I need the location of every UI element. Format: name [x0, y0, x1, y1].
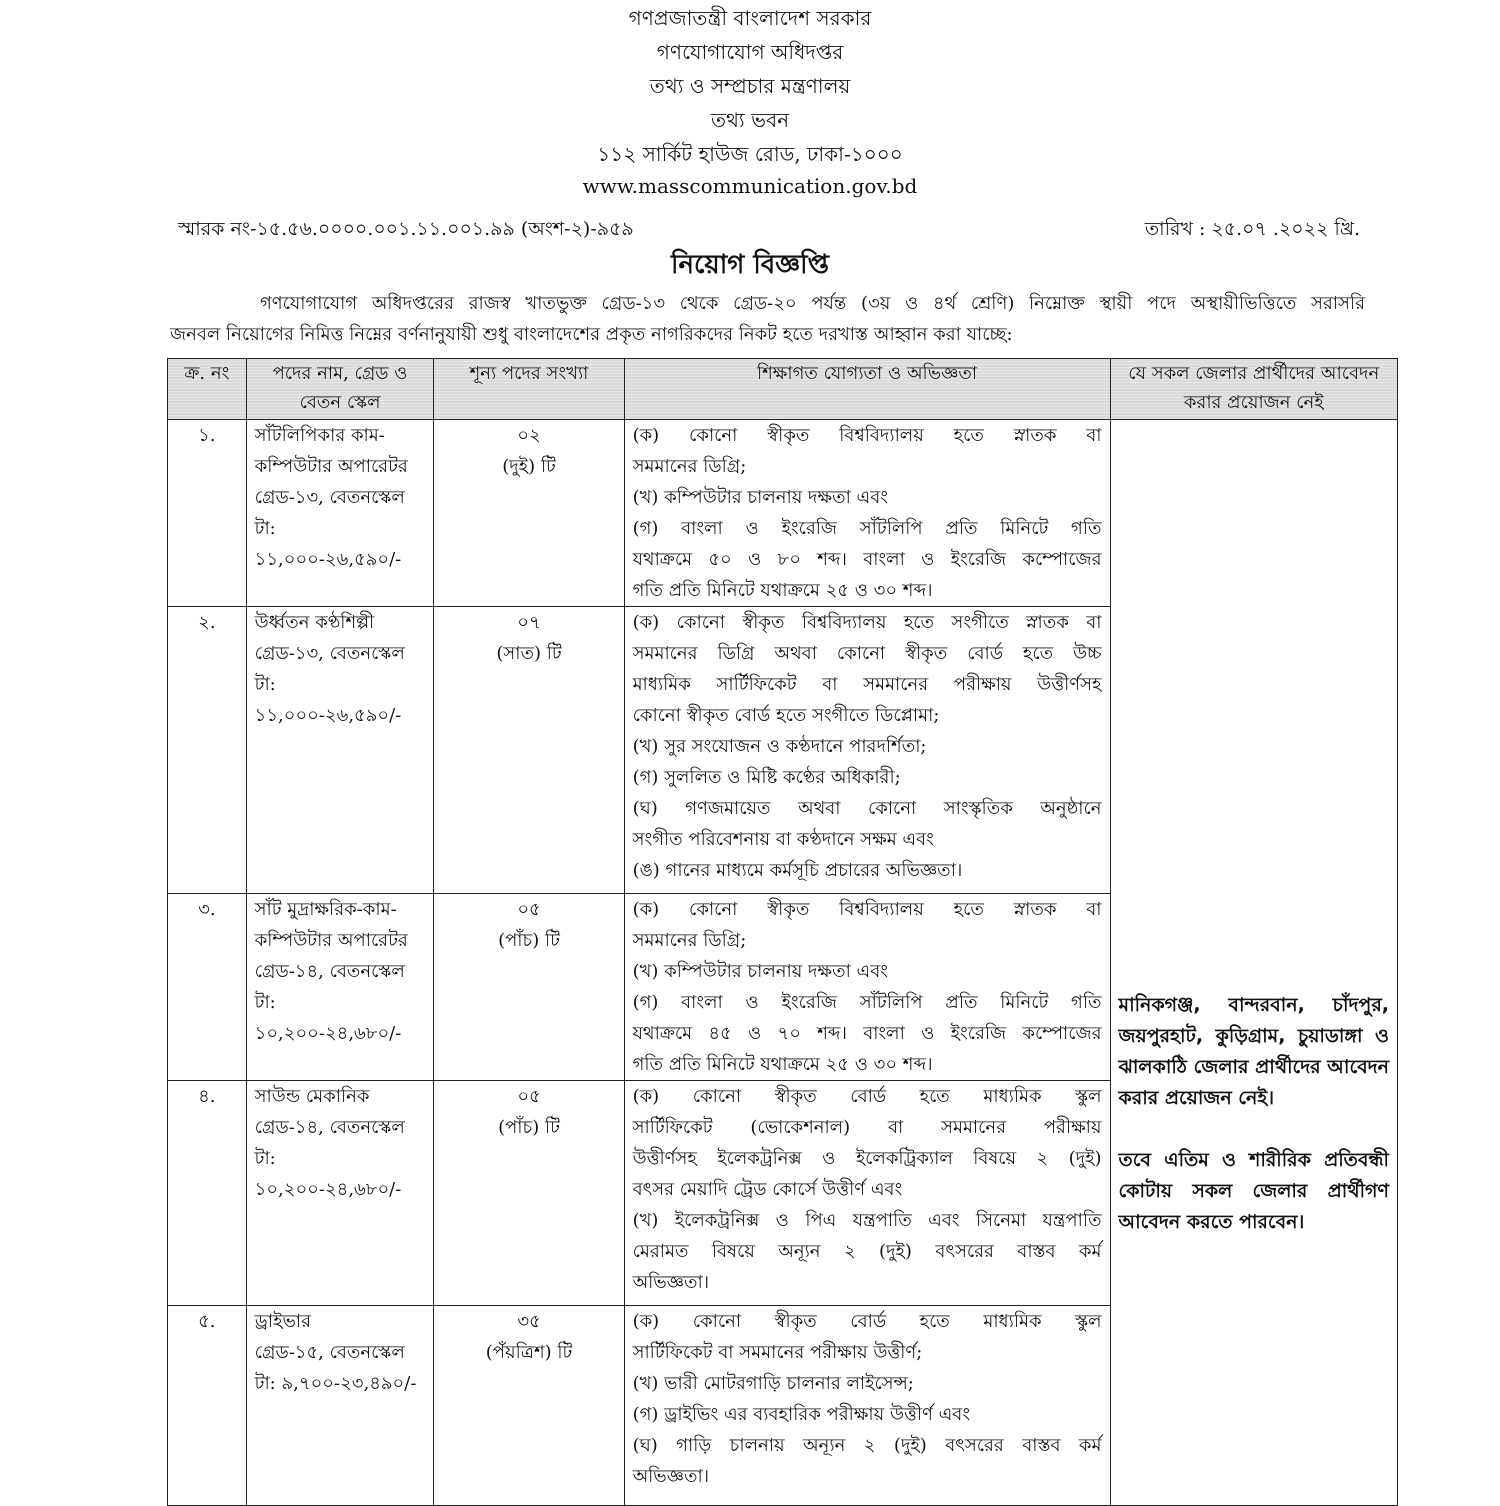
count-line: (সাত) টি — [496, 643, 562, 664]
post-line: টা: ৯,৭০০-২৩,৪৯০/- — [254, 1373, 417, 1394]
post-line: গ্রেড-১৫, বেতনস্কেল — [254, 1342, 405, 1363]
qualification-line: সংগীত পরিবেশনায় বা কণ্ঠদানে সক্ষম এবং — [632, 829, 934, 850]
qualification-line: মেরামত বিষয়ে অন্যূন ২ (দুই) বৎসরের বাস্তব কর্ম — [632, 1241, 1102, 1262]
post-line: গ্রেড-১৪, বেতনস্কেল — [254, 1117, 405, 1138]
post-line: টা: ১১,০০০-২৬,৫৯০/- — [254, 674, 402, 726]
qualification-line: সার্টিফিকেট বা সমমানের পরীক্ষায় উত্তীর্ণ; — [632, 1342, 923, 1363]
qualification-line: সার্টিফিকেট (ভোকেশনাল) বা সমমানের পরীক্ষায় — [632, 1117, 1102, 1138]
serial-cell: ৫. — [168, 1306, 247, 1506]
vacancy-table — [167, 358, 1398, 1506]
qualification-line: (গ) বাংলা ও ইংরেজি সাঁটলিপি প্রতি মিনিটে গতি — [632, 992, 1102, 1013]
date: তারিখ : ২৫.০৭ .২০২২ খ্রি. — [1144, 218, 1360, 240]
qualification-line: (খ) কম্পিউটার চালনায় দক্ষতা এবং — [632, 961, 888, 982]
government-name: গণপ্রজাতন্ত্রী বাংলাদেশ সরকার — [628, 6, 872, 30]
districts-cell — [1110, 420, 1397, 1506]
intro-line: জনবল নিয়োগের নিমিত্ত নিম্নের বর্ণনানুযায়ী শুধু বাংলাদেশের প্রকৃত নাগরিকদের নিকট হতে দরখাস্ত আহ্বান করা যাচ্ছে: — [170, 324, 1013, 345]
qualification-line: সমমানের ডিগ্রি; — [632, 456, 747, 477]
intro-paragraph — [170, 288, 1365, 350]
table-row — [168, 420, 1398, 607]
building-name: তথ্য ভবন — [710, 108, 790, 132]
qualification-line: (খ) ভারী মোটরগাড়ি চালনার লাইসেন্স; — [632, 1373, 914, 1394]
qualification-line: (ক) কোনো স্বীকৃত বোর্ড হতে মাধ্যমিক স্কুল — [632, 1086, 1102, 1107]
post-cell — [246, 894, 434, 1081]
serial-cell: ৩. — [168, 894, 247, 1081]
serial-cell: ১. — [168, 420, 247, 607]
qualification-line: অভিজ্ঞতা। — [632, 1466, 710, 1487]
post-line: সাউন্ড মেকানিক — [254, 1086, 370, 1107]
qualification-line: গতি প্রতি মিনিটে যথাক্রমে ২৫ ও ৩০ শব্দ। — [632, 1054, 933, 1075]
qualification-line: যথাক্রমে ৫০ ও ৮০ শব্দ। বাংলা ও ইংরেজি কম্পোজের — [632, 549, 1102, 570]
qualification-cell — [624, 420, 1110, 607]
post-cell — [246, 1306, 434, 1506]
qualification-line: (খ) সুর সংযোজন ও কণ্ঠদানে পারদর্শিতা; — [632, 736, 927, 757]
website: www.masscommunication.gov.bd — [582, 174, 918, 198]
qualification-line: যথাক্রমে ৪৫ ও ৭০ শব্দ। বাংলা ও ইংরেজি কম্পোজের — [632, 1023, 1102, 1044]
count-line: (পঁয়ত্রিশ) টি — [485, 1342, 573, 1363]
post-line: উর্ধ্বতন কণ্ঠশিল্পী — [254, 612, 375, 633]
post-line: সাঁটলিপিকার কাম- — [254, 425, 385, 446]
count-line: (দুই) টি — [502, 456, 556, 477]
count-cell — [434, 1081, 624, 1306]
count-line: ০৫ — [517, 1086, 541, 1107]
qualification-line: (গ) বাংলা ও ইংরেজি সাঁটলিপি প্রতি মিনিটে গতি — [632, 518, 1102, 539]
count-cell — [434, 420, 624, 607]
count-line: ৩৫ — [517, 1311, 541, 1332]
post-cell — [246, 1081, 434, 1306]
qualification-line: (গ) ড্রাইভিং এর ব্যবহারিক পরীক্ষায় উত্তীর্ণ এবং — [632, 1404, 971, 1425]
district-note: মানিকগঞ্জ, বান্দরবান, চাঁদপুর, জয়পুরহাট, কুড়িগ্রাম, চুয়াডাঙ্গা ও ঝালকাঠি জেলার প্রার্থীদের আবেদন করার প্রয়োজন নেই। — [1118, 994, 1389, 1109]
header-districts: যে সকল জেলার প্রার্থীদের আবেদন করার প্রয়োজন নেই — [1110, 359, 1397, 420]
post-line: গ্রেড-১৩, বেতনস্কেল — [254, 643, 405, 664]
header-count: শূন্য পদের সংখ্যা — [434, 359, 624, 420]
serial-cell: ২. — [168, 607, 247, 894]
count-line: ০২ — [517, 425, 541, 446]
qualification-line: (ক) কোনো স্বীকৃত বিশ্ববিদ্যালয় হতে স্নাতক বা — [632, 425, 1102, 446]
qualification-line: সমমানের ডিগ্রি; — [632, 930, 747, 951]
count-cell — [434, 607, 624, 894]
post-line: ড্রাইভার — [254, 1311, 311, 1332]
count-line: (পাঁচ) টি — [498, 930, 560, 951]
post-line: কম্পিউটার অপারেটর — [254, 456, 408, 477]
post-line: টা: ১১,০০০-২৬,৫৯০/- — [254, 518, 402, 570]
department-name: গণযোগাযোগ অধিদপ্তর — [656, 40, 844, 64]
qualification-line: উত্তীর্ণসহ ইলেকট্রনিক্স ও ইলেকট্রিক্যাল বিষয়ে ২ (দুই) — [632, 1148, 1102, 1169]
table-header-row — [168, 359, 1398, 420]
header-serial: ক্র. নং — [168, 359, 247, 420]
count-cell — [434, 1306, 624, 1506]
post-line: কম্পিউটার অপারেটর — [254, 930, 408, 951]
qualification-cell — [624, 1306, 1110, 1506]
address: ১১২ সার্কিট হাউজ রোড, ঢাকা-১০০০ — [597, 142, 903, 166]
post-line: গ্রেড-১৪, বেতনস্কেল — [254, 961, 405, 982]
post-cell — [246, 607, 434, 894]
post-line: টা: ১০,২০০-২৪,৬৮০/- — [254, 992, 402, 1044]
count-cell — [434, 894, 624, 1081]
qualification-line: (গ) সুললিত ও মিষ্টি কণ্ঠের অধিকারী; — [632, 767, 901, 788]
qualification-line: অভিজ্ঞতা। — [632, 1272, 710, 1293]
post-line: গ্রেড-১৩, বেতনস্কেল — [254, 487, 405, 508]
district-note: তবে এতিম ও শারীরিক প্রতিবন্ধী কোটায় সকল জেলার প্রার্থীগণ আবেদন করতে পারবেন। — [1118, 1149, 1389, 1233]
intro-line: গণযোগাযোগ অধিদপ্তরের রাজস্ব খাতভুক্ত গ্রেড-১৩ থেকে গ্রেড-২০ পর্যন্ত (৩য় ও ৪র্থ শ্রেণি) নিম্নোক্ত স্থায়ী পদে অস্থায়ীভিত্তিতে সরাসরি — [260, 293, 1365, 314]
count-line: ০৫ — [517, 899, 541, 920]
qualification-line: মাধ্যমিক সার্টিফিকেট বা সমমানের পরীক্ষায় উত্তীর্ণসহ — [632, 674, 1102, 695]
qualification-line: গতি প্রতি মিনিটে যথাক্রমে ২৫ ও ৩০ শব্দ। — [632, 580, 933, 601]
qualification-line: (ঘ) গাড়ি চালনায় অন্যূন ২ (দুই) বৎসরের বাস্তব কর্ম — [632, 1435, 1102, 1456]
ministry-name: তথ্য ও সম্প্রচার মন্ত্রণালয় — [649, 74, 851, 98]
qualification-line: সমমানের ডিগ্রি অথবা কোনো স্বীকৃত বোর্ড হতে উচ্চ — [632, 643, 1102, 664]
qualification-cell — [624, 1081, 1110, 1306]
qualification-line: (ক) কোনো স্বীকৃত বোর্ড হতে মাধ্যমিক স্কুল — [632, 1311, 1102, 1332]
qualification-line: বৎসর মেয়াদি ট্রেড কোর্সে উত্তীর্ণ এবং — [632, 1179, 903, 1200]
qualification-line: (ঙ) গানের মাধ্যমে কর্মসূচি প্রচারের অভিজ্ঞতা। — [632, 860, 963, 881]
header-post: পদের নাম, গ্রেড ও বেতন স্কেল — [246, 359, 434, 420]
qualification-line: কোনো স্বীকৃত বোর্ড হতে সংগীতে ডিপ্লোমা; — [632, 705, 940, 726]
qualification-line: (ঘ) গণজমায়েত অথবা কোনো সাংস্কৃতিক অনুষ্ঠানে — [632, 798, 1102, 819]
qualification-line: (খ) কম্পিউটার চালনায় দক্ষতা এবং — [632, 487, 888, 508]
page-title: নিয়োগ বিজ্ঞপ্তি — [671, 250, 829, 280]
qualification-line: (খ) ইলেকট্রনিক্স ও পিএ যন্ত্রপাতি এবং সিনেমা যন্ত্রপাতি — [632, 1210, 1102, 1231]
qualification-line: (ক) কোনো স্বীকৃত বিশ্ববিদ্যালয় হতে স্নাতক বা — [632, 899, 1102, 920]
post-cell — [246, 420, 434, 607]
qualification-cell — [624, 607, 1110, 894]
post-line: সাঁট মুদ্রাক্ষরিক-কাম- — [254, 899, 397, 920]
qualification-line: (ক) কোনো স্বীকৃত বিশ্ববিদ্যালয় হতে সংগীতে স্নাতক বা — [632, 612, 1102, 633]
post-line: টা: ১০,২০০-২৪,৬৮০/- — [254, 1148, 402, 1200]
serial-cell: ৪. — [168, 1081, 247, 1306]
memo-number: স্মারক নং-১৫.৫৬.০০০০.০০১.১১.০০১.৯৯ (অংশ-২)-৯৫৯ — [178, 218, 634, 240]
count-line: (পাঁচ) টি — [498, 1117, 560, 1138]
qualification-cell — [624, 894, 1110, 1081]
count-line: ০৭ — [517, 612, 541, 633]
header-qualification: শিক্ষাগত যোগ্যতা ও অভিজ্ঞতা — [624, 359, 1110, 420]
